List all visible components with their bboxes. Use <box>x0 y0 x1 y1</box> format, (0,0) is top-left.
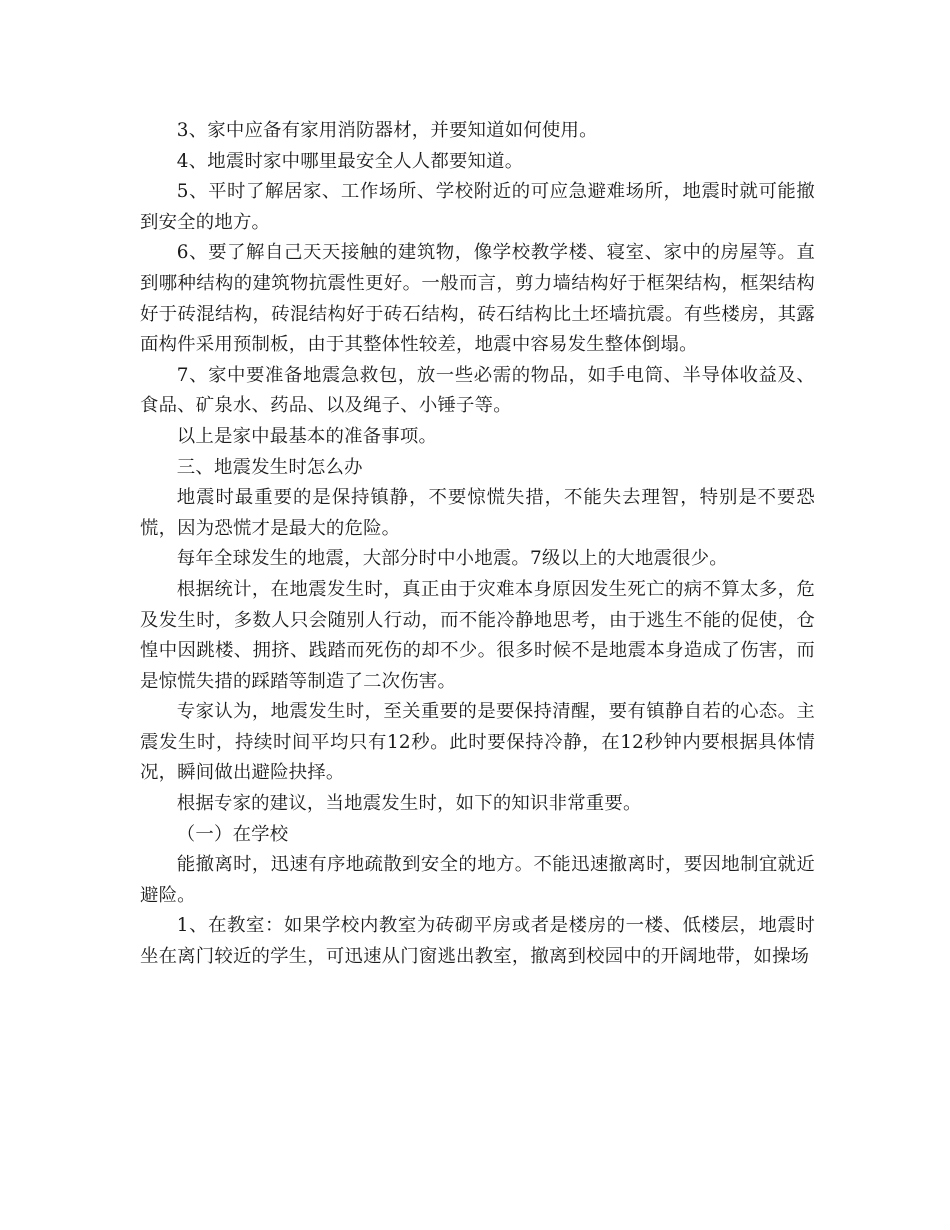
paragraph-expert-advice: 根据专家的建议，当地震发生时，如下的知识非常重要。 <box>176 793 642 815</box>
paragraph-item-4: 4、地震时家中哪里最安全人人都要知道。 <box>176 150 524 172</box>
paragraph-statistics: 根据统计，在地震发生时，真正由于灾难本身原因发生死亡的病不算太多，危及发生时，多数人只会随别人行动，而不能冷静地思考，由于逃生不能的促使，仓惶中因跳楼、拥挤、践踏而死伤的却不少。很多时候不是地震本身造成了伤害，而是惊慌失措的踩踏等制造了二次伤害。 <box>140 578 815 692</box>
paragraph-global-quakes: 每年全球发生的地震，大部分时中小地震。7级以上的大地震很少。 <box>176 548 728 570</box>
paragraph-summary: 以上是家中最基本的准备事项。 <box>176 425 438 447</box>
paragraph-item-5: 5、平时了解居家、工作场所、学校附近的可应急避难场所，地震时就可能撤到安全的地方。 <box>140 181 815 233</box>
section-heading: 三、地震发生时怎么办 <box>176 456 363 478</box>
paragraph-expert-view: 专家认为，地震发生时，至关重要的是要保持清醒，要有镇静自若的心态。主震发生时，持续时间平均只有12秒。此时要保持冷静，在12秒钟内要根据具体情况，瞬间做出避险抉择。 <box>140 701 815 784</box>
subsection-heading-school: （一）在学校 <box>176 823 289 845</box>
document-body <box>140 116 815 973</box>
paragraph-item-7: 7、家中要准备地震急救包，放一些必需的物品，如手电筒、半导体收益及、食品、矿泉水、药品、以及绳子、小锤子等。 <box>140 364 815 417</box>
paragraph-evacuate: 能撤离时，迅速有序地疏散到安全的地方。不能迅速撤离时，要因地制宜就近避险。 <box>140 854 815 906</box>
paragraph-item-3: 3、家中应备有家用消防器材，并要知道如何使用。 <box>176 120 598 141</box>
paragraph-stay-calm: 地震时最重要的是保持镇静，不要惊慌失措，不能失去理智，特别是不要恐慌，因为恐慌才是最大的危险。 <box>140 487 815 539</box>
paragraph-classroom: 1、在教室：如果学校内教室为砖砌平房或者是楼房的一楼、低楼层，地震时坐在离门较近的学生，可迅速从门窗逃出教室，撤离到校园中的开阔地带，如操场 <box>140 915 815 968</box>
paragraph-item-6: 6、要了解自己天天接触的建筑物，像学校教学楼、寝室、家中的房屋等。直到哪种结构的建筑物抗震性更好。一般而言，剪力墙结构好于框架结构，框架结构好于砖混结构，砖混结构好于砖石结构，砖石结构比土坯墙抗震。有些楼房，其露面构件采用预制板，由于其整体性较差，地震中容易发生整体倒塌。 <box>140 242 815 356</box>
